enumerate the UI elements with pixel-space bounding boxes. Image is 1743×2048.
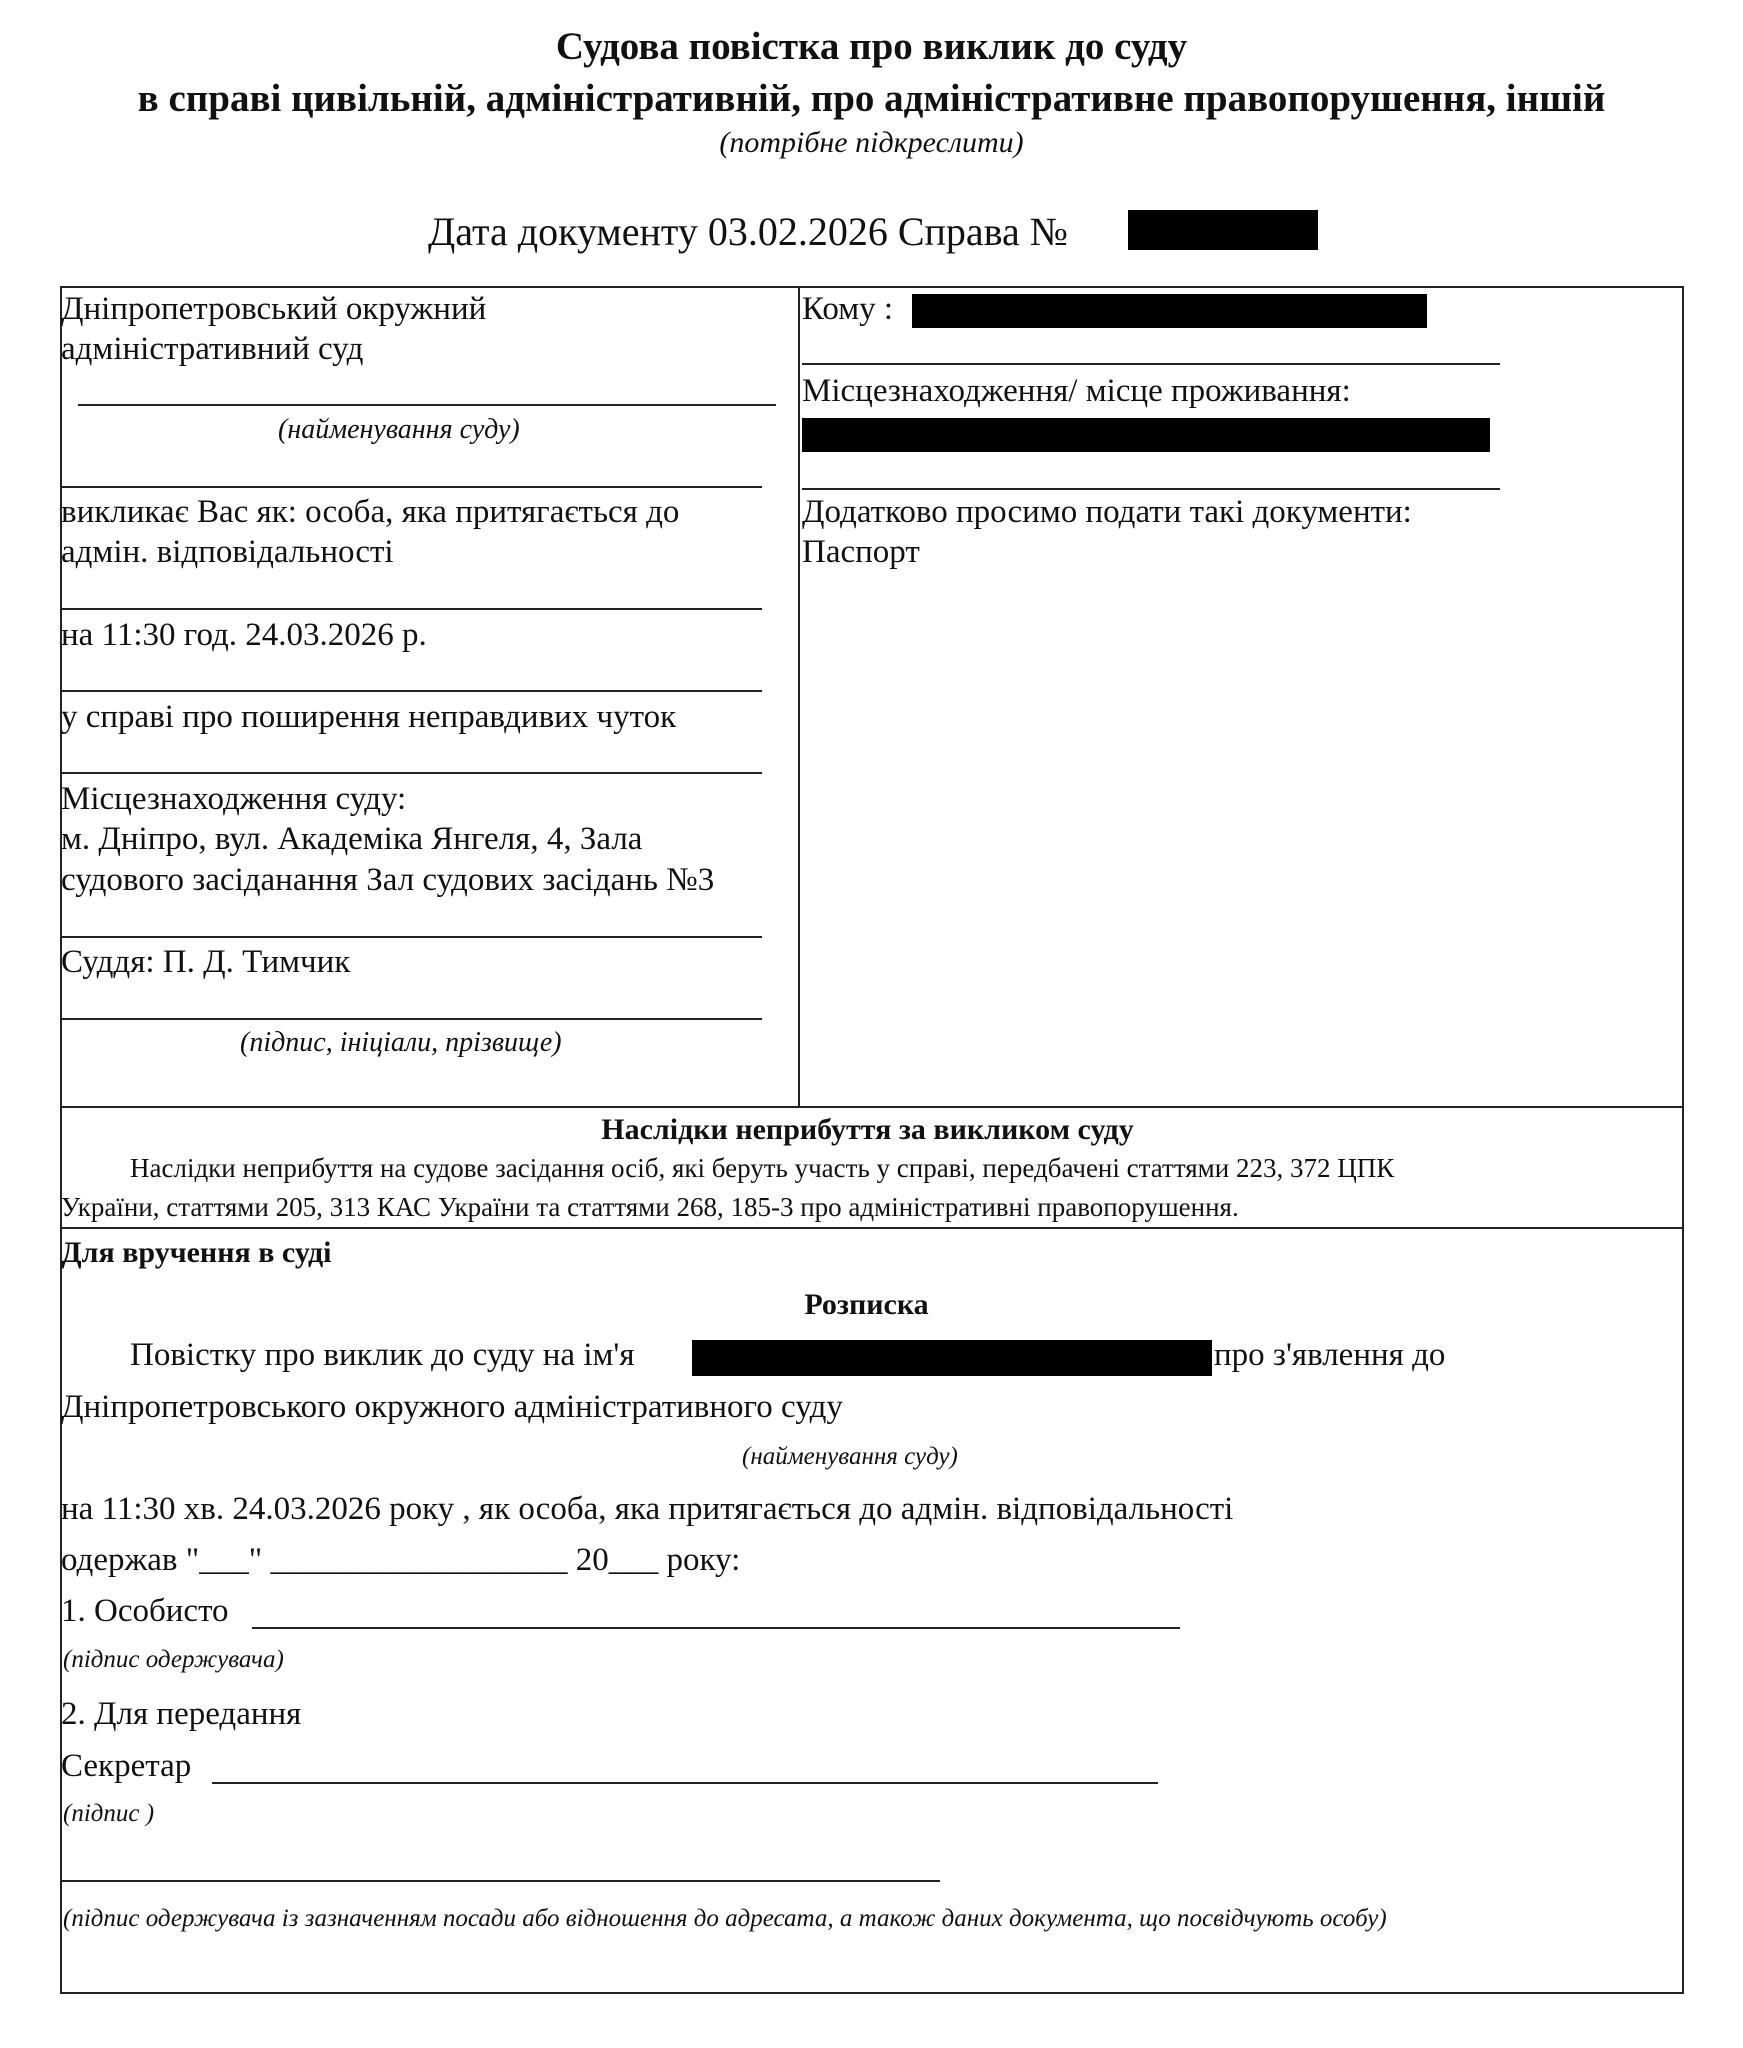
recipient-label: Кому : bbox=[802, 291, 894, 327]
recipient-name-redaction bbox=[692, 1340, 1212, 1376]
consequences-title: Наслідки неприбуття за викликом суду bbox=[601, 1113, 1134, 1146]
court-location-label: Місцезнаходження суду: bbox=[61, 781, 407, 817]
extra-documents-value: Паспорт bbox=[802, 534, 920, 570]
summoned-role-line1: викликає Вас як: особа, яка притягається до bbox=[61, 494, 680, 530]
judge-signature-line bbox=[62, 1018, 762, 1020]
address-redaction bbox=[802, 418, 1490, 452]
consequences-text-line1: Наслідки неприбуття на судове засідання осіб, які беруть участь у справі, передбачені статтями 223, 372 ЦПК bbox=[130, 1153, 1395, 1183]
transfer-label: 2. Для передання bbox=[61, 1696, 302, 1732]
document-subtitle: в справі цивільній, адміністративній, про адміністративне правопорушення, іншій bbox=[137, 77, 1606, 120]
secretary-signature-line bbox=[212, 1782, 1158, 1784]
court-name-underline bbox=[78, 404, 776, 406]
court-name-line2: адміністративний суд bbox=[61, 331, 364, 367]
secretary-signature-caption: (підпис ) bbox=[63, 1800, 155, 1827]
address-underline bbox=[802, 488, 1500, 490]
final-signature-caption: (підпис одержувача із зазначенням посади або відношення до адресата, а також даних документа, що посвідчують особу) bbox=[63, 1905, 1387, 1932]
receipt-court-caption: (найменування суду) bbox=[742, 1443, 958, 1470]
case-description: у справі про поширення неправдивих чуток bbox=[61, 699, 677, 735]
receipt-court-name: Дніпропетровського окружного адміністративного суду bbox=[61, 1389, 843, 1425]
section-divider-bottom bbox=[60, 1227, 1684, 1229]
separator-line bbox=[62, 772, 762, 774]
document-title: Судова повістка про виклик до суду bbox=[555, 25, 1188, 68]
receipt-time-line: на 11:30 хв. 24.03.2026 року , як особа, яка притягається до адмін. відповідальності bbox=[61, 1491, 1234, 1527]
title-note: (потрібне підкреслити) bbox=[719, 126, 1024, 159]
personal-signature-line bbox=[252, 1627, 1180, 1629]
secretary-label: Секретар bbox=[61, 1748, 192, 1784]
hearing-time: на 11:30 год. 24.03.2026 р. bbox=[61, 617, 427, 653]
section-divider-top bbox=[60, 1106, 1684, 1108]
judge-name: Суддя: П. Д. Тимчик bbox=[61, 944, 351, 980]
judge-caption: (підпис, ініціали, прізвище) bbox=[240, 1027, 562, 1058]
receipt-received-line: одержав "___" __________________ 20___ року: bbox=[61, 1542, 741, 1578]
address-label: Місцезнаходження/ місце проживання: bbox=[802, 373, 1351, 409]
document-date-line: Дата документу 03.02.2026 Справа № bbox=[428, 209, 1068, 254]
separator-line bbox=[62, 608, 762, 610]
receipt-title: Розписка bbox=[804, 1288, 929, 1321]
recipient-name-redaction bbox=[912, 294, 1427, 328]
summoned-role-line2: адмін. відповідальності bbox=[61, 534, 394, 570]
consequences-text-line2: України, статтями 205, 313 КАС України та статтями 268, 185-3 про адміністративні правопорушення. bbox=[61, 1192, 1239, 1222]
receipt-line1-prefix: Повістку про виклик до суду на ім'я bbox=[130, 1337, 635, 1373]
court-name-line1: Дніпропетровський окружний bbox=[61, 291, 487, 327]
receipt-line1-suffix: про з'явлення до bbox=[1214, 1337, 1446, 1373]
case-number-redaction bbox=[1128, 210, 1318, 250]
separator-line bbox=[62, 690, 762, 692]
final-signature-line bbox=[62, 1880, 940, 1882]
personal-delivery-label: 1. Особисто bbox=[61, 1593, 229, 1629]
receipt-section-label: Для вручення в суді bbox=[61, 1236, 332, 1269]
personal-signature-caption: (підпис одержувача) bbox=[63, 1646, 284, 1673]
court-name-caption: (найменування суду) bbox=[278, 414, 520, 445]
separator-line bbox=[62, 486, 762, 488]
column-divider bbox=[798, 286, 800, 1107]
separator-line bbox=[62, 936, 762, 938]
recipient-underline bbox=[802, 363, 1500, 365]
court-location-line2: судового засіданання Зал судових засідань №3 bbox=[61, 862, 715, 898]
court-location-line1: м. Дніпро, вул. Академіка Янгеля, 4, Зала bbox=[61, 821, 643, 857]
extra-documents-label: Додатково просимо подати такі документи: bbox=[802, 494, 1412, 530]
